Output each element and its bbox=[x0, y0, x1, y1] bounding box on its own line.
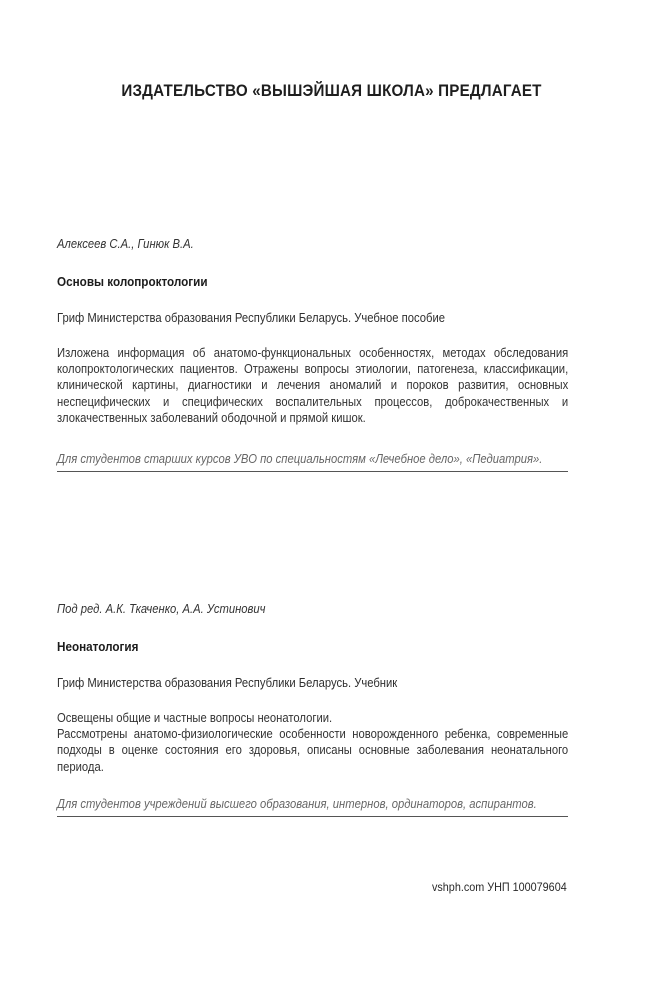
book-entry-neonatology bbox=[57, 601, 569, 811]
description-paragraph: Изложена информация об анатомо-функциональных особенностях, методах обследования колопроктологических пациентов. Отражены вопросы этиологии, патогенеза, классификации, клинической картины, диагностики и лечения аномалий и пороков развития, основных неспецифических и специфических воспалительных процессов, доброкачественных и злокачественных заболеваний ободочной и прямой кишок. bbox=[57, 346, 569, 425]
book-audience: Для студентов старших курсов УВО по специальностям «Лечебное дело», «Педиатрия». bbox=[57, 452, 543, 466]
book-status: Гриф Министерства образования Республики Беларусь. Учебное пособие bbox=[57, 311, 445, 325]
book-description bbox=[57, 345, 568, 426]
description-paragraph: Освещены общие и частные вопросы неонатологии. bbox=[57, 711, 333, 725]
divider bbox=[57, 471, 568, 472]
book-audience: Для студентов учреждений высшего образования, интернов, ординаторов, аспирантов. bbox=[57, 797, 537, 811]
book-authors: Алексеев С.А., Гинюк В.А. bbox=[57, 237, 194, 251]
publisher-footer: vshph.com УНП 100079604 bbox=[432, 880, 567, 894]
book-description bbox=[57, 710, 568, 775]
divider bbox=[57, 816, 568, 817]
book-title: Неонатология bbox=[57, 639, 139, 654]
book-authors: Под ред. А.К. Ткаченко, А.А. Устинович bbox=[57, 602, 266, 616]
book-entry-coloproctology bbox=[57, 236, 569, 466]
book-status: Гриф Министерства образования Республики Беларусь. Учебник bbox=[57, 676, 398, 690]
page-heading: ИЗДАТЕЛЬСТВО «ВЫШЭЙШАЯ ШКОЛА» ПРЕДЛАГАЕТ bbox=[121, 82, 542, 100]
book-title: Основы колопроктологии bbox=[57, 274, 208, 289]
description-paragraph: Рассмотрены анатомо-физиологические особенности новорожденного ребенка, современные подходы в оценке состояния его здоровья, описаны основные заболевания неонатального периода. bbox=[57, 727, 569, 774]
